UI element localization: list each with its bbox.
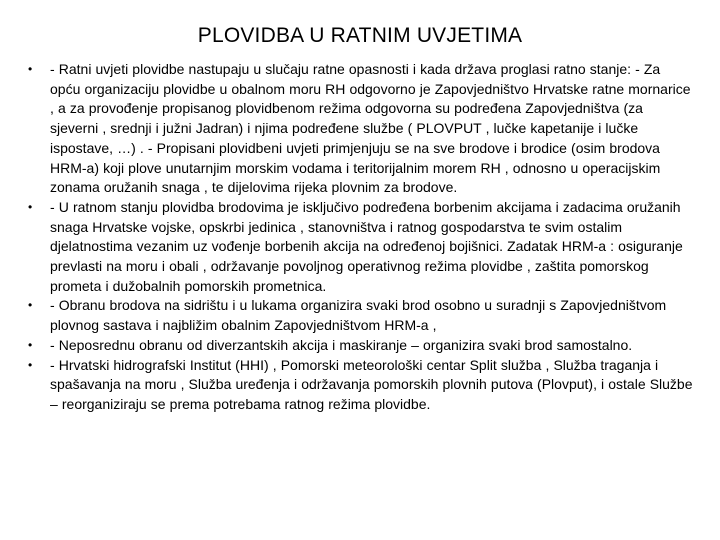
bullet-icon: • (28, 357, 33, 372)
bullet-text: - U ratnom stanju plovidba brodovima je isključivo podređena borbenim akcijama i zadacima oružanih snaga Hrvatske vojske, opskrbi jedinica , stanovništva i ratnog gospodarstva te svim ostalim djelatnostima vezanim uz vođenje borbenih akcija na određenoj bojišnici. Zadatak HRM-a : osiguranje prevlasti na moru i obali , održavanje povoljnog operativnog režima plovidbe , zaštita pomorskog prometa i dužobalnih pomorskih prometnica. (50, 198, 683, 294)
bullet-item (28, 356, 694, 415)
bullet-text: - Obranu brodova na sidrištu i u lukama organizira svaki brod osobno u suradnji s Zapovjedništvom plovnog sastava i najbližim obalnim Zapovjedništvom HRM-a , (50, 297, 667, 334)
bullet-icon: • (28, 199, 33, 214)
bullet-text: - Neposrednu obranu od diverzantskih akcija i maskiranje – organizira svaki brod samostalno. (50, 336, 633, 353)
slide-title: PLOVIDBA U RATNIM UVJETIMA (197, 24, 523, 47)
bullet-icon: • (28, 62, 33, 76)
bullet-item (28, 60, 694, 198)
bullet-item (28, 296, 694, 335)
bullet-icon: • (28, 298, 33, 313)
bullet-list (28, 60, 694, 415)
bullet-item (28, 198, 694, 297)
bullet-text: - Hrvatski hidrografski Institut (HHI) , Pomorski meteorološki centar Split služba , Služba traganja i spašavanja na moru , Služba uređenja i održavanja pomorskih plovnih putova (Plovput), i ostale Službe – reorganiziraju se prema potrebama ratnog režima plovidbe. (50, 356, 693, 412)
bullet-text: - Ratni uvjeti plovidbe nastupaju u slučaju ratne opasnosti i kada država proglasi ratno stanje: - Za opću organizaciju plovidbe u obalnom moru RH odgovorno je Zapovjedništvo Hrvatske ratne mornarice , a za provođenje propisanog plovidbenom režima odgovorna su podređena Zapovjedništva (za sjeverni , srednji i južni Jadran) i njima podređene službe ( PLOVPUT , lučke kapetanije i lučke ispostave, …) . - Propisani plovidbeni uvjeti primjenjuju se na sve brodove i brodice (osim brodova HRM-a) koji plove unutarnjim morskim vodama i teritorijalnim morem RH , odnosno u operacijskim zonama oružanih snaga , te dijelovima rijeka plovnim za brodove. (50, 61, 691, 196)
bullet-item (28, 336, 694, 356)
bullet-icon: • (28, 337, 33, 352)
